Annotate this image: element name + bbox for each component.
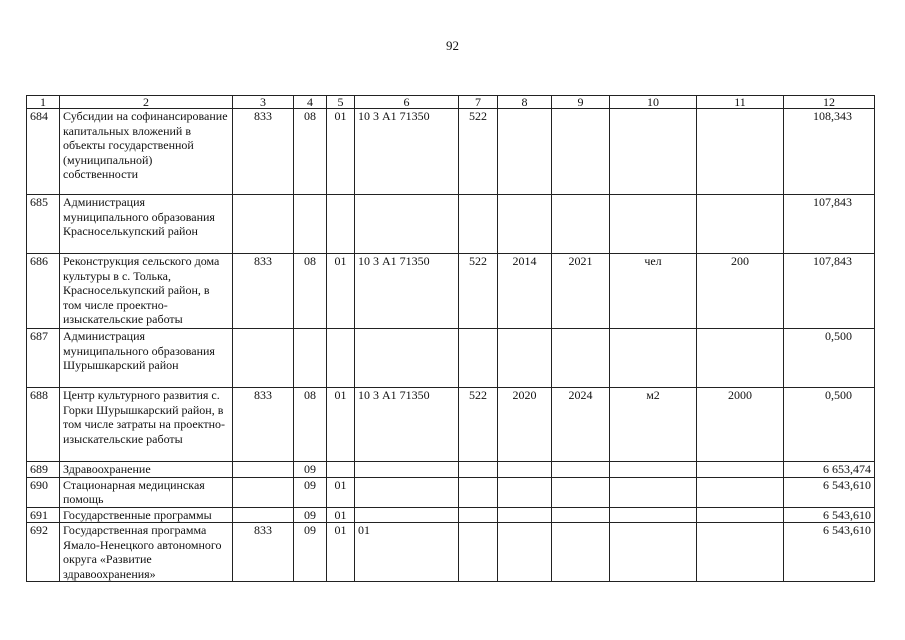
item-name: Государственная программа Ямало-Ненецкого автономного округа «Развитие здравоохранения» [60, 523, 233, 582]
capacity [697, 462, 784, 478]
unit: м2 [610, 388, 697, 462]
target-article [355, 477, 459, 507]
amount: 6 543,610 [784, 523, 875, 582]
subsection-code [327, 329, 355, 388]
end-year [552, 329, 610, 388]
expense-type [459, 477, 498, 507]
subsection-code: 01 [327, 477, 355, 507]
ministry-code [233, 477, 294, 507]
capacity [697, 109, 784, 195]
start-year: 2014 [498, 254, 552, 329]
header-cell: 1 [27, 96, 60, 109]
target-article: 10 3 А1 71350 [355, 254, 459, 329]
unit [610, 507, 697, 523]
item-name: Стационарная медицинская помощь [60, 477, 233, 507]
target-article [355, 329, 459, 388]
header-cell: 6 [355, 96, 459, 109]
section-code: 09 [294, 507, 327, 523]
expense-type [459, 329, 498, 388]
expense-type [459, 195, 498, 254]
header-cell: 8 [498, 96, 552, 109]
target-article [355, 462, 459, 478]
start-year [498, 462, 552, 478]
subsection-code [327, 462, 355, 478]
header-cell: 12 [784, 96, 875, 109]
unit [610, 477, 697, 507]
header-cell: 11 [697, 96, 784, 109]
row-number: 689 [27, 462, 60, 478]
subsection-code: 01 [327, 254, 355, 329]
header-cell: 9 [552, 96, 610, 109]
row-number: 692 [27, 523, 60, 582]
expense-type: 522 [459, 254, 498, 329]
section-code [294, 195, 327, 254]
header-cell: 3 [233, 96, 294, 109]
unit [610, 109, 697, 195]
item-name: Центр культурного развития с. Горки Шурышкарский район, в том числе затраты на проектно-изыскательские работы [60, 388, 233, 462]
unit [610, 462, 697, 478]
end-year [552, 477, 610, 507]
end-year [552, 523, 610, 582]
section-code: 09 [294, 477, 327, 507]
start-year: 2020 [498, 388, 552, 462]
expense-type: 522 [459, 388, 498, 462]
capacity [697, 507, 784, 523]
table-row [27, 329, 875, 388]
amount: 0,500 [784, 388, 875, 462]
start-year [498, 523, 552, 582]
target-article: 10 3 А1 71350 [355, 109, 459, 195]
end-year: 2021 [552, 254, 610, 329]
capacity: 2000 [697, 388, 784, 462]
header-cell: 7 [459, 96, 498, 109]
ministry-code [233, 195, 294, 254]
expense-type [459, 507, 498, 523]
amount: 0,500 [784, 329, 875, 388]
amount: 6 543,610 [784, 477, 875, 507]
header-cell: 2 [60, 96, 233, 109]
ministry-code [233, 507, 294, 523]
ministry-code: 833 [233, 388, 294, 462]
expense-type [459, 523, 498, 582]
ministry-code: 833 [233, 254, 294, 329]
amount: 6 653,474 [784, 462, 875, 478]
table-row [27, 195, 875, 254]
start-year [498, 195, 552, 254]
ministry-code [233, 462, 294, 478]
row-number: 690 [27, 477, 60, 507]
page-number: 92 [446, 38, 459, 53]
row-number: 686 [27, 254, 60, 329]
expense-type: 522 [459, 109, 498, 195]
amount: 6 543,610 [784, 507, 875, 523]
end-year [552, 507, 610, 523]
row-number: 688 [27, 388, 60, 462]
capacity [697, 195, 784, 254]
row-number: 691 [27, 507, 60, 523]
header-row [27, 96, 875, 109]
target-article: 01 [355, 523, 459, 582]
table-row [27, 523, 875, 582]
amount: 107,843 [784, 195, 875, 254]
item-name: Администрация муниципального образования Красноселькупский район [60, 195, 233, 254]
subsection-code: 01 [327, 109, 355, 195]
capacity [697, 329, 784, 388]
subsection-code: 01 [327, 388, 355, 462]
header-cell: 10 [610, 96, 697, 109]
section-code: 09 [294, 523, 327, 582]
header-cell: 4 [294, 96, 327, 109]
budget-table [26, 95, 875, 582]
unit [610, 329, 697, 388]
subsection-code: 01 [327, 523, 355, 582]
row-number: 685 [27, 195, 60, 254]
target-article [355, 507, 459, 523]
expense-type [459, 462, 498, 478]
item-name: Государственные программы [60, 507, 233, 523]
section-code: 08 [294, 388, 327, 462]
capacity [697, 523, 784, 582]
section-code: 08 [294, 109, 327, 195]
start-year [498, 507, 552, 523]
table-row [27, 462, 875, 478]
start-year [498, 109, 552, 195]
unit [610, 195, 697, 254]
amount: 107,843 [784, 254, 875, 329]
section-code [294, 329, 327, 388]
table-row [27, 388, 875, 462]
end-year: 2024 [552, 388, 610, 462]
subsection-code: 01 [327, 507, 355, 523]
header-cell: 5 [327, 96, 355, 109]
target-article: 10 3 А1 71350 [355, 388, 459, 462]
start-year [498, 329, 552, 388]
subsection-code [327, 195, 355, 254]
unit: чел [610, 254, 697, 329]
section-code: 08 [294, 254, 327, 329]
table-row [27, 109, 875, 195]
item-name: Реконструкция сельского дома культуры в с. Толька, Красноселькупский район, в том числе проектно-изыскательские работы [60, 254, 233, 329]
ministry-code [233, 329, 294, 388]
section-code: 09 [294, 462, 327, 478]
ministry-code: 833 [233, 109, 294, 195]
end-year [552, 195, 610, 254]
ministry-code: 833 [233, 523, 294, 582]
table-row [27, 477, 875, 507]
target-article [355, 195, 459, 254]
capacity [697, 477, 784, 507]
table-row [27, 507, 875, 523]
item-name: Здравоохранение [60, 462, 233, 478]
row-number: 687 [27, 329, 60, 388]
end-year [552, 462, 610, 478]
item-name: Субсидии на софинансирование капитальных вложений в объекты государственной (муниципальной) собственности [60, 109, 233, 195]
unit [610, 523, 697, 582]
start-year [498, 477, 552, 507]
end-year [552, 109, 610, 195]
item-name: Администрация муниципального образования Шурышкарский район [60, 329, 233, 388]
amount: 108,343 [784, 109, 875, 195]
row-number: 684 [27, 109, 60, 195]
capacity: 200 [697, 254, 784, 329]
table-row [27, 254, 875, 329]
